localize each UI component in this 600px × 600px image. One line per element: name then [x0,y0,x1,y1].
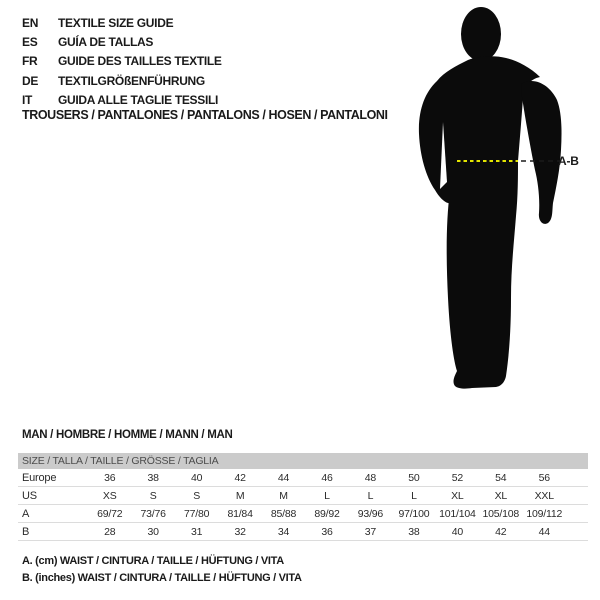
table-cell: 52 [451,471,463,484]
table-row-europe [18,469,588,487]
language-label: GUÍA DE TALLAS [58,35,154,50]
table-cell: 56 [538,471,550,484]
silhouette-body [419,56,540,388]
row-cells [88,526,588,538]
language-row-es [22,32,222,51]
language-label: GUIDE DES TAILLES TEXTILE [58,54,222,69]
table-cell: 44 [277,471,290,484]
silhouette-head [461,7,501,61]
table-cell: 46 [321,471,333,484]
row-label: US [22,489,37,502]
table-cell: 40 [190,471,203,484]
row-label: Europe [22,471,57,484]
language-label: TEXTILGRÖßENFÜHRUNG [58,73,205,88]
table-cell: 69/72 [97,507,123,520]
table-cell: 81/84 [227,507,253,520]
table-cell: 105/108 [482,507,520,520]
silhouette-right-arm [521,81,562,224]
table-cell: M [235,489,245,502]
language-legend [22,13,222,110]
language-code: ES [22,35,38,50]
language-label: TEXTILE SIZE GUIDE [58,15,174,30]
table-cell: 40 [451,525,463,538]
table-cell: 97/100 [398,507,430,520]
table-cell: 73/76 [140,507,166,520]
table-cell: XXL [534,489,554,502]
man-silhouette-svg [410,0,600,420]
table-cell: 48 [364,471,377,484]
footnote-a: A. (cm) WAIST / CINTURA / TAILLE / HÜFTUNG / VITA [22,555,284,567]
language-row-en [22,13,222,32]
table-cell: 54 [495,471,507,484]
size-table [18,453,588,541]
table-cell: M [279,489,288,502]
table-cell: 50 [408,471,420,484]
table-cell: 42 [234,471,246,484]
measure-label: A-B [558,154,579,168]
table-cell: S [149,489,157,502]
row-cells [88,490,588,502]
language-code: FR [22,54,38,69]
table-cell: 109/112 [526,507,563,520]
table-cell: XL [494,489,508,502]
table-cell: 28 [104,525,116,538]
language-code: EN [22,15,39,30]
gender-title: MAN / HOMBRE / HOMME / MANN / MAN [22,429,233,441]
row-cells [88,472,588,484]
table-cell: L [411,489,417,502]
table-cell: 38 [408,525,420,538]
table-cell: XS [102,489,117,502]
table-cell: 101/104 [439,507,476,520]
table-cell: 37 [364,525,377,538]
table-cell: 89/92 [314,507,340,520]
table-row-b-inches [18,523,588,541]
table-cell: 77/80 [183,507,210,520]
row-label: A [22,507,30,520]
category-title: TROUSERS / PANTALONES / PANTALONS / HOSEN / PANTALONI [22,108,388,122]
table-cell: 93/96 [357,507,384,520]
table-cell: 42 [495,525,507,538]
size-table-header: SIZE / TALLA / TAILLE / GRÖSSE / TAGLIA [18,453,588,469]
table-cell: 30 [147,525,159,538]
footnote-b: B. (inches) WAIST / CINTURA / TAILLE / HÜFTUNG / VITA [22,571,302,584]
table-cell: 32 [234,525,246,538]
table-cell: 31 [190,525,203,538]
table-cell: XL [451,489,464,502]
table-cell: L [367,489,374,502]
table-cell: 85/88 [270,507,297,520]
table-row-a-cm [18,505,588,523]
language-code: DE [22,73,39,88]
table-cell: 36 [104,471,116,484]
table-cell: L [324,489,330,502]
man-figure [410,0,600,420]
language-code: IT [22,93,33,108]
table-row-us [18,487,588,505]
language-label: GUIDA ALLE TAGLIE TESSILI [58,93,219,108]
language-row-de [22,71,222,90]
table-cell: 38 [147,471,159,484]
row-label: B [22,525,30,538]
table-cell: 34 [277,525,290,538]
row-cells [88,508,588,520]
measure-footnotes [22,553,302,586]
table-cell: S [193,489,201,502]
table-cell: 44 [538,525,550,538]
language-row-fr [22,52,222,71]
table-cell: 36 [321,525,333,538]
